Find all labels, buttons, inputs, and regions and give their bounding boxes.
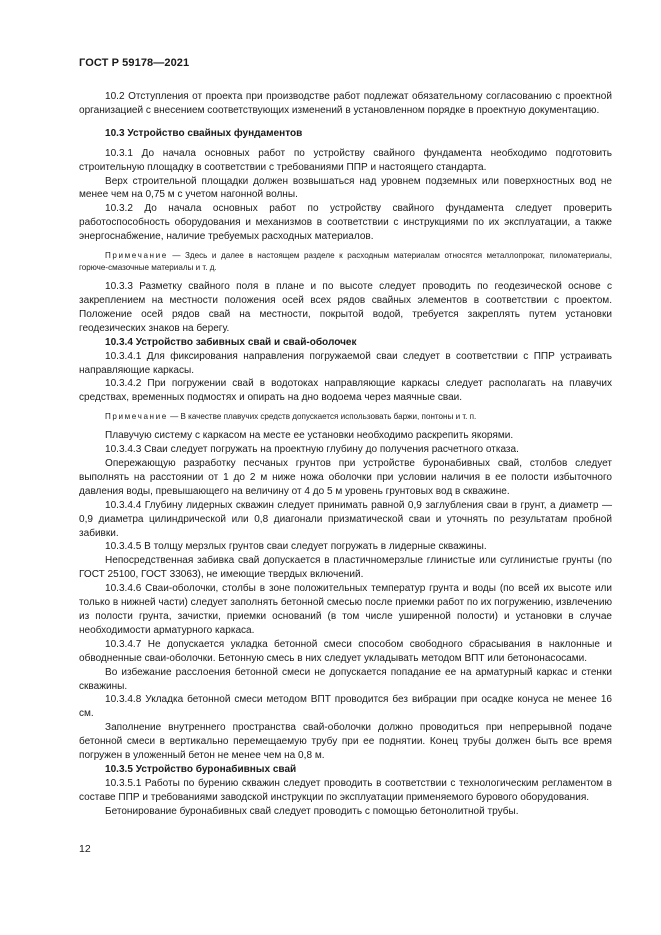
note [79, 250, 612, 274]
section-heading: 10.3 Устройство свайных фундаментов [105, 127, 303, 139]
paragraph: 10.3.4.4 Глубину лидерных скважин следует принимать равной 0,9 заглубления сваи в грунт, а диаметр — 0,9 диаметра цилиндрической или 0,8 диагонали призматической сваи и уточнять по результатам пробной забивки. [79, 499, 612, 539]
paragraph: 10.2 Отступления от проекта при производстве работ подлежат обязательному согласованию с проектной организацией с внесением соответствующих изменений в установленном порядке в проектную документацию. [79, 91, 612, 116]
note-text: — Здесь и далее в настоящем разделе к расходным материалам относятся металлопрокат, пиломатериалы, горюче-смазочные материалы и т. д. [79, 251, 612, 273]
note-label: Примечание [105, 251, 168, 261]
paragraph: 10.3.4.3 Сваи следует погружать на проектную глубину до получения расчетного отказа. [105, 444, 519, 456]
subsection-heading: 10.3.4 Устройство забивных свай и свай-оболочек [105, 336, 357, 348]
paragraph: 10.3.4.5 В толщу мерзлых грунтов сваи следует погружать в лидерные скважины. [105, 541, 487, 553]
paragraph: 10.3.4.6 Сваи-оболочки, столбы в зоне положительных температур грунта и воды (по всей их высоте или только в нижней части) следует заполнять бетонной смесью после приемки работ по их погружению, извлечению из полости грунта, зачистки, приемки оснований (в том числе уширенной полости) и установки в случае необходимости арматурного каркаса. [79, 583, 612, 636]
paragraph: 10.3.4.7 Не допускается укладка бетонной смеси способом свободного сбрасывания в наклонные и обводненные сваи-оболочки. Бетонную смесь в них следует укладывать методом ВПТ или бетононасосами. [79, 638, 612, 664]
paragraph: 10.3.3 Разметку свайного поля в плане и по высоте следует проводить по геодезической основе с закреплением на местности положения осей всех рядов свайных элементов в соответствии с проектом. Положение осей рядов свай на местности, покрытой водой, требуется закреплять путем установки геодезических знаков на берегу. [79, 281, 612, 334]
subsection-heading: 10.3.5 Устройство буронабивных свай [105, 763, 297, 775]
paragraph: Во избежание расслоения бетонной смеси не допускается попадание ее на арматурный каркас и стенки скважины. [79, 666, 612, 692]
paragraph: 10.3.4.1 Для фиксирования направления погружаемой сваи следует в соответствии с ППР устраивать направляющие каркасы. [79, 350, 612, 376]
paragraph: 10.3.4.8 Укладка бетонной смеси методом ВПТ проводится без вибрации при осадке конуса не менее 16 см. [79, 694, 612, 720]
paragraph: 10.3.4.2 При погружении свай в водотоках направляющие каркасы следует располагать на плавучих средствах, временных подмостях и опирать на дно водоема через маячные сваи. [79, 378, 612, 404]
note-text: — В качестве плавучих средств допускается использовать баржи, понтоны и т. п. [170, 412, 477, 422]
paragraph: 10.3.5.1 Работы по бурению скважин следует проводить в соответствии с технологическим регламентом в составе ППР и требованиями заводской инструкции по эксплуатации применяемого бурового оборудования. [79, 777, 612, 803]
page-number: 12 [79, 843, 91, 855]
note-label: Примечание [105, 412, 168, 422]
paragraph: 10.3.1 До начала основных работ по устройству свайного фундамента необходимо подготовить строительную площадку в соответствии с требованиями ППР и настоящего стандарта. [79, 147, 612, 173]
paragraph: 10.3.2 До начала основных работ по устройству свайного фундамента следует проверить работоспособность оборудования и механизмов в соответствии с инструкциями по их эксплуатации, а также энергоснабжение, наличие требуемых расходных материалов. [79, 203, 612, 243]
paragraph: Верх строительной площадки должен возвышаться над уровнем подземных или поверхностных вод не менее чем на 0,75 м с учетом нагонной волны. [79, 175, 612, 201]
standard-header: ГОСТ Р 59178—2021 [79, 57, 190, 69]
note [79, 411, 612, 423]
paragraph: Непосредственная забивка свай допускается в пластичномерзлые глинистые или суглинистые грунты (по ГОСТ 25100, ГОСТ 33063), не имеющие твердых включений. [79, 555, 612, 581]
paragraph: Бетонирование буронабивных свай следует проводить с помощью бетонолитной трубы. [105, 805, 519, 817]
paragraph: Заполнение внутреннего пространства свай-оболочки должно проводиться при непрерывной подаче бетонной смеси в вертикально перемещаемую трубу при ее поднятии. Конец трубы должен быть все время погружен в уложенный бетон не менее чем на 0,8 м. [79, 722, 612, 762]
page-content [79, 90, 612, 819]
paragraph: Плавучую систему с каркасом на месте ее установки необходимо раскрепить якорями. [105, 430, 514, 442]
paragraph: Опережающую разработку песчаных грунтов при устройстве буронабивных свай, столбов следует выполнять на расстоянии от 1 до 2 м ниже ножа оболочки при условии наличия в ее полости избыточного давления воды, превышающего на величину от 4 до 5 м уровень грунтовых вод в скважине. [79, 458, 612, 497]
